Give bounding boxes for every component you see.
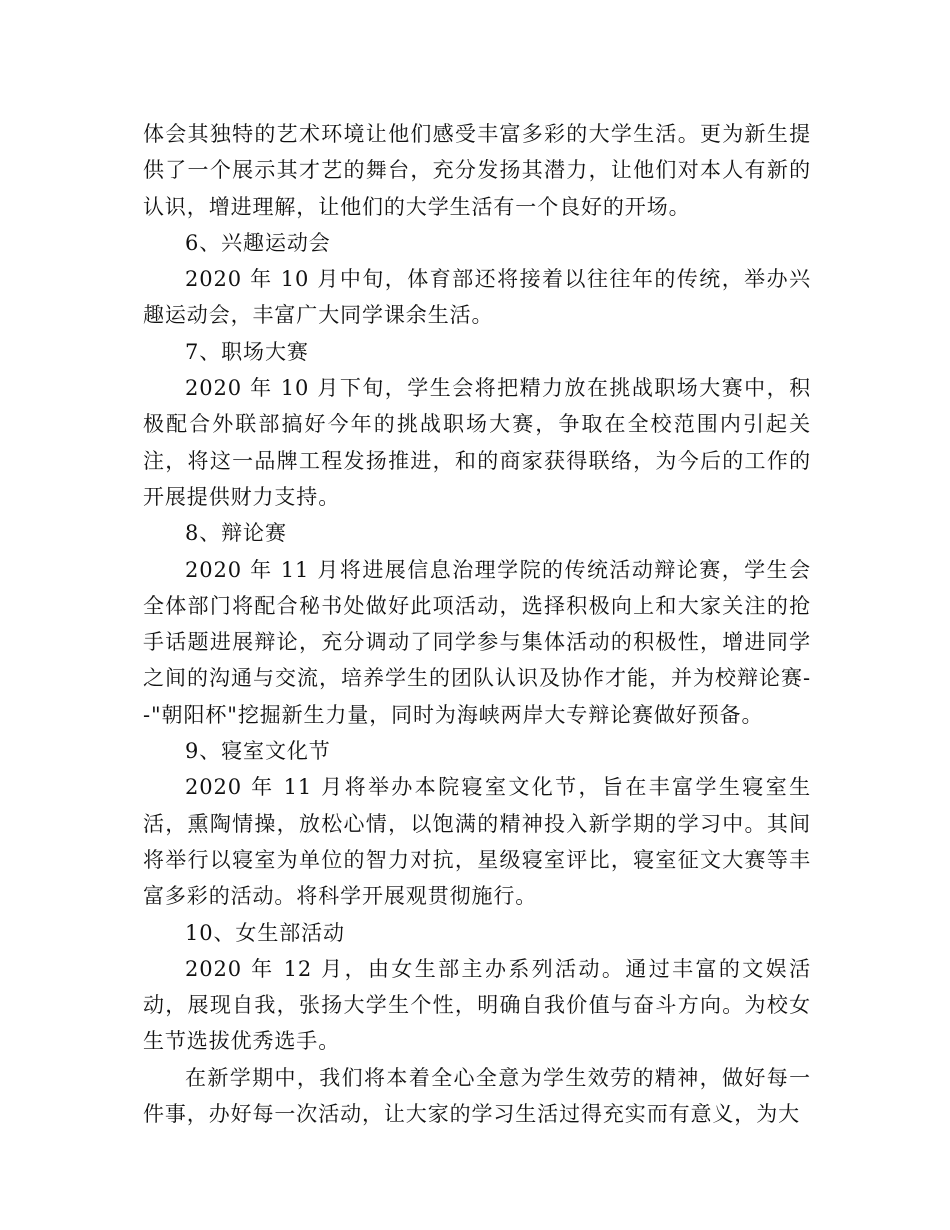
section-heading-8: 8、辩论赛	[185, 521, 287, 546]
paragraph-body: 2020 年 12 月，由女生部主办系列活动。通过丰富的文娱活动，展现自我，张扬大学生个性，明确自我价值与奋斗方向。为校女生节选拔优秀选手。	[143, 956, 811, 1054]
section-heading-6: 6、兴趣运动会	[185, 230, 331, 255]
document-body	[143, 116, 811, 1132]
section-heading-7: 7、职场大赛	[185, 339, 309, 364]
paragraph-body: 2020 年 10 月中旬，体育部还将接着以往往年的传统，举办兴趣运动会，丰富广大同学课余生活。	[143, 267, 811, 328]
section-heading-9: 9、寝室文化节	[185, 739, 331, 764]
paragraph-body: 体会其独特的艺术环境让他们感受丰富多彩的大学生活。更为新生提供了一个展示其才艺的舞台，充分发扬其潜力，让他们对本人有新的认识，增进理解，让他们的大学生活有一个良好的开场。	[143, 122, 811, 219]
paragraph-body: 2020 年 11 月将举办本院寝室文化节，旨在丰富学生寝室生活，熏陶情操，放松心情，以饱满的精神投入新学期的学习中。其间将举行以寝室为单位的智力对抗，星级寝室评比，寝室征文大赛等丰富多彩的活动。将科学开展观贯彻施行。	[143, 775, 811, 909]
paragraph-body: 在新学期中，我们将本着全心全意为学生效劳的精神，做好每一件事，办好每一次活动，让大家的学习生活过得充实而有意义，为大	[143, 1065, 811, 1127]
paragraph-body: 2020 年 11 月将进展信息治理学院的传统活动辩论赛，学生会全体部门将配合秘书处做好此项活动，选择积极向上和大家关注的抢手话题进展辩论，充分调动了同学参与集体活动的积极性，增进同学之间的沟通与交流，培养学生的团队认识及协作才能，并为校辩论赛--"朝阳杯"挖掘新生力量，同时为海峡两岸大专辩论赛做好预备。	[143, 557, 811, 727]
section-heading-10: 10、女生部活动	[185, 920, 345, 945]
paragraph-body: 2020 年 10 月下旬，学生会将把精力放在挑战职场大赛中，积极配合外联部搞好今年的挑战职场大赛，争取在全校范围内引起关注，将这一品牌工程发扬推进，和的商家获得联络，为今后的工作的开展提供财力支持。	[143, 376, 811, 509]
